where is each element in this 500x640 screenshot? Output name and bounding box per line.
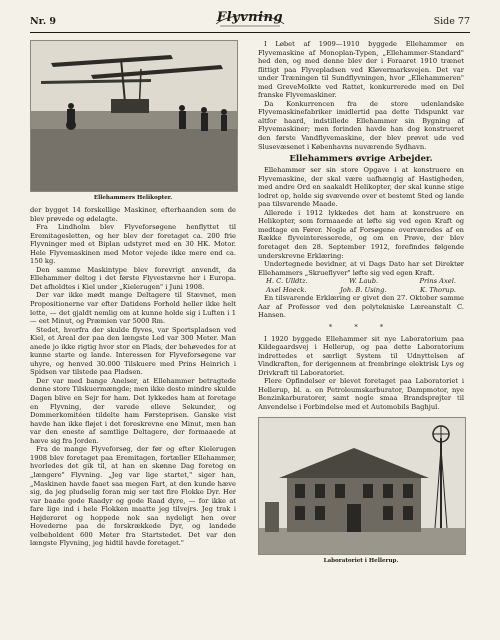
left-paragraph-1: der bygget 14 forskellige Maskiner, efterhaanden som de blev prøvede og ødelagte. — [30, 206, 236, 223]
left-paragraph-4: Der var ikke mødt mange Deltagere til Stævnet, men Propositionerne var efter Datidens Forhold heller ikke helt lette, — det gjaldt nemlig om at kunne holde sig i Luften i 1 — eet Minut, og Præmien var 5000 Rm. — [30, 291, 236, 326]
left-paragraph-6: Der var med bange Anelser, at Ellehammer betragtede denne store Tilskuermængde; men ikke desto mindre skulde Dagen blive en Sejr for ham. Det lykkedes ham at foretage en Flyvning, der varede elleve Sekunder, og Dommerkomitéen tildelte ham Førsteprisen. Ganske vist havde han ikke fløjet i det foreskrevne ene Minut, men han var den eneste af samtlige Deltagere, der formaaede at hæve sig fra Jorden. — [30, 376, 236, 445]
signature: H. C. Ulldtz. — [266, 277, 308, 286]
right-paragraph-2: Da Konkurrencen fra de store udenlandske Flyvemaskinefabriker imidlertid paa dette Tidspunkt var altfor haard, indstillede Ellehammer sin Bygning af Flyvemaskiner; men forinden havde han dog konstrueret den første Vandflyvemaskine, der blev prøvet ude ved Slusevæsenet i Københavns nuværende Sydhavn. — [258, 99, 464, 151]
section-heading: Ellehammers øvrige Arbejder. — [289, 154, 433, 165]
header-rule — [30, 32, 470, 33]
left-paragraph-7: Fra de mange Flyveforsøg, der før og efter Kielerugen 1908 blev foretaget paa Eremitagen, fortæller Ellehammer, hvorledes det gik til, at han en skønne Dag foretog en „længere" Flyvning. „Jeg var lige startet," siger han, „Maskinen havde faaet saa megen Fart, at den kunde hæve sig, da jeg pludselig foran mig ser tæt fire Flokke Dyr. Her var baade gode Raadyr og gode Raad dyre, — for ikke at fare lige ind i hele Flokken maatte jeg tilvejrs. Jeg trak i Højderoret og hoppede nok saa nydeligt hen over Hovederne paa de forskrækkede Dyr, og landede velbeholdent 600 Meter fra Startstedet. Det var den længste Flyvning, jeg hidtil havde foretaget." — [30, 445, 236, 548]
right-paragraph-1: I Løbet af 1909—1910 byggede Ellehammer en Flyvemaskine af Monoplan-Typen, „Ellehammer-Standard" hed den, og med denne blev der i Foraaret 1910 trænet flittigt paa Flyvepladsen ved Kløvermarksvejen. Det var under Træningen til Sundflyvningen, hvor „Ellehammeren" med GreveMolkte ved Rattet, konkurrerede med en Del franske Flyvemaskiner. — [258, 40, 464, 100]
laboratory-photo — [258, 417, 466, 555]
page-number: Side 77 — [433, 16, 470, 27]
right-paragraph-5: Undertegnede bevidner, at vi Dags Dato har set Direktør Ellehammers „Skrueflyver" løfte sig ved egen Kraft. — [258, 260, 464, 277]
left-paragraph-5: Stedet, hvorfra der skulde flyves, var Sportspladsen ved Kiel, et Areal der paa den længste Led var 300 Meter. Man anede jo ikke rigtig hvor stor en Plads, der behøvedes for at kunne starte og lande. Interessen for Flyveforsøgene var uhyre, og henved 30.000 Tilskuere med Prins Heinrich i Spidsen var tilstede paa Pladsen. — [30, 325, 236, 377]
right-paragraph-6: En tilsvarende Erklæring er givet den 27. Oktober samme Aar af Professor ved den polytekniske Læreanstalt C. Hansen. — [258, 294, 464, 320]
signature: K. Thorup. — [420, 285, 456, 294]
laboratory-illustration — [259, 418, 465, 554]
page-header — [30, 8, 470, 34]
left-paragraph-3: Den samme Maskintype blev forevrigt anvendt, da Ellehammer deltog i det første Flyvestævne her i Europa. Det afholdtes i Kiel under „Kielerugen" i Juni 1908. — [30, 265, 236, 291]
signature: Axel Hoeck. — [266, 285, 307, 294]
signature-row-2 — [258, 286, 464, 295]
helicopter-figure — [30, 40, 236, 202]
left-paragraph-2: Fra Lindholm blev Flyveforsøgene henflyttet til Eremitagesletten, og her blev der foretaget ca. 200 frie Flyvninger med et Biplan udstyret med en 30 HK. Motor. Hele Flyvemaskinen med Motor vejede ikke mere end ca. 150 kg. — [30, 223, 236, 266]
masthead-logo — [210, 8, 290, 30]
right-paragraph-8: Flere Opfindelser er blevet foretaget paa Laboratoriet i Hellerup, bl. a. en Petroleumskarburator, Dampmotor, nye Benzinkarburatorer, samt nogle smaa Brandsprøjter til Anvendelse i Forbindelse med et Automobils Baghjul. — [258, 377, 464, 411]
signature-row-1 — [258, 277, 464, 286]
signature: Prins Axel. — [419, 277, 456, 286]
signature: W. Laub. — [349, 277, 379, 286]
right-paragraph-4: Allerede i 1912 lykkedes det ham at konstruere en Helikopter, som formaaede at løfte sig ved egen Kraft og medtage en Fører. Nogle af Forsøgene overværedes af en Række flyveinteresserede, og om en Prøve, der blev foretaget den 28. September 1912, forefindes følgende underskrevne Erklæring: — [258, 208, 464, 260]
issue-number: Nr. 9 — [30, 16, 57, 27]
helicopter-photo — [30, 40, 238, 192]
right-paragraph-3: Ellehammer ser sin store Opgave i at konstruere en Flyvemaskine, der skal være uafhængig af Hastigheden, med andre Ord en saakaldt Helikopter, der skal kunne stige lodret op, holde sig svævende over et bestemt Sted og lande paa tilsvarende Maade. — [258, 166, 464, 209]
helicopter-caption: Ellehammers Helikopter. — [93, 195, 173, 201]
laboratory-figure — [258, 417, 464, 565]
masthead-title: Flyvning — [216, 10, 284, 25]
right-paragraph-7: I 1920 byggede Ellehammer sit nye Laboratorium paa Kildegaardsvej i Hellerup, og paa dette Laboratorium indrettedes et særligt System til Udnyttelsen af Vindkraften, for derigennem at frembringe elektrisk Lys og Drivkraft til Laboratoriet. — [258, 334, 464, 377]
laboratory-caption: Laboratoriet i Hellerup. — [323, 558, 399, 565]
signature: Joh. B. Using. — [340, 285, 387, 294]
helicopter-illustration — [31, 41, 237, 191]
left-column — [30, 40, 236, 548]
right-column — [258, 40, 464, 569]
section-divider-stars: * * * — [328, 322, 394, 331]
